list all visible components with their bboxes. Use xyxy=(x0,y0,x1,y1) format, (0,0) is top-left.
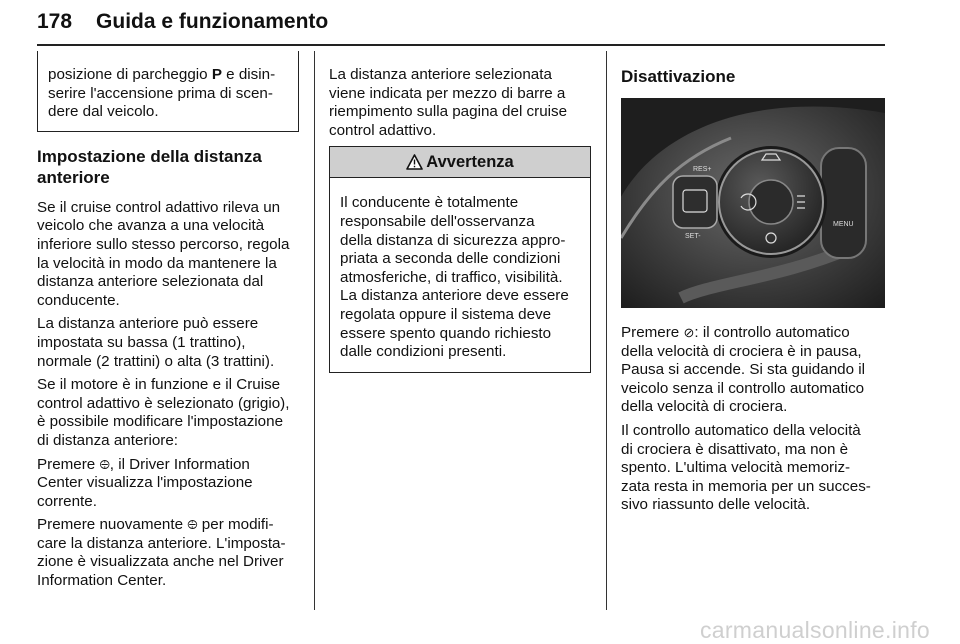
steering-wheel-controls-photo xyxy=(621,98,885,308)
set-label: SET- xyxy=(685,233,701,240)
warning-title: Avvertenza xyxy=(330,147,590,178)
column-1 xyxy=(37,51,299,591)
follow-distance-icon: ⨸ xyxy=(187,517,198,533)
section-heading: Impostazione della distanza anteriore xyxy=(37,146,262,187)
warning-body: Il conducente è totalmente responsabile dell'osservanza della distanza di sicurezza appro- priata a seconda delle condizioni atmosferiche, di traffico, visibilità. La distanza anteriore deve essere regolata oppure il sistema deve essere spento quando richiesto dalle condizioni presenti. xyxy=(340,194,569,361)
watermark: carmanualsonline.info xyxy=(699,617,930,643)
column-divider-1 xyxy=(314,51,315,610)
paragraph: La distanza anteriore selezionata viene indicata per mezzo di barre a riempimento sulla pagina del cruise control adattivo. xyxy=(329,66,568,139)
warning-triangle-icon xyxy=(406,150,423,180)
note-text: e disin- xyxy=(221,66,276,83)
res-label: RES+ xyxy=(693,166,712,173)
paragraph: Premere ⨸, il Driver Information Center visualizza l'impostazione corrente. xyxy=(37,455,253,510)
cruise-cancel-icon: ⊘ xyxy=(683,325,695,340)
paragraph: Se il motore è in funzione e il Cruise control adattivo è selezionato (grigio), è possibile modificare l'impostazione di distanza anteriore: xyxy=(37,376,290,449)
section-heading: Disattivazione xyxy=(621,67,736,86)
paragraph: Il controllo automatico della velocità di crociera è disattivato, ma non è spento. L'ultima velocità memoriz- zata resta in memoria per un succes- sivo riassunto delle velocità. xyxy=(621,421,871,514)
column-divider-2 xyxy=(606,51,607,610)
park-position-label: P xyxy=(211,66,222,83)
header-rule xyxy=(37,44,885,46)
paragraph: Premere nuovamente ⨸ per modifi- care la distanza anteriore. L'imposta- zione è visualizzata anche nel Driver Information Center. xyxy=(37,516,286,590)
menu-label: MENU xyxy=(833,221,854,228)
page-number: 178 xyxy=(37,10,73,33)
note-text: dere dal veicolo. xyxy=(48,103,159,121)
column-3 xyxy=(621,66,889,515)
note-text: posizione di parcheggio xyxy=(48,66,212,83)
follow-distance-icon: ⨸ xyxy=(99,456,110,472)
note-box xyxy=(37,51,299,132)
note-text: serire l'accensione prima di scen- xyxy=(48,84,273,102)
column-2 xyxy=(329,66,591,373)
chapter-title: Guida e funzionamento xyxy=(96,10,329,33)
paragraph: La distanza anteriore può essere impostata su bassa (1 trattino), normale (2 trattini) o alta (3 trattini). xyxy=(37,315,275,370)
paragraph: Se il cruise control adattivo rileva un veicolo che avanza a una velocità inferiore sullo stesso percorso, regola la velocità in modo da mantenere la distanza anteriore selezionata dal conducente. xyxy=(37,198,290,309)
page-header xyxy=(37,10,328,34)
paragraph: Premere ⊘: il controllo automatico della velocità di crociera è in pausa, Pausa si accende. Si sta guidando il veicolo senza il controllo automatico della velocità di crociera. xyxy=(621,324,866,416)
warning-box xyxy=(329,146,591,372)
